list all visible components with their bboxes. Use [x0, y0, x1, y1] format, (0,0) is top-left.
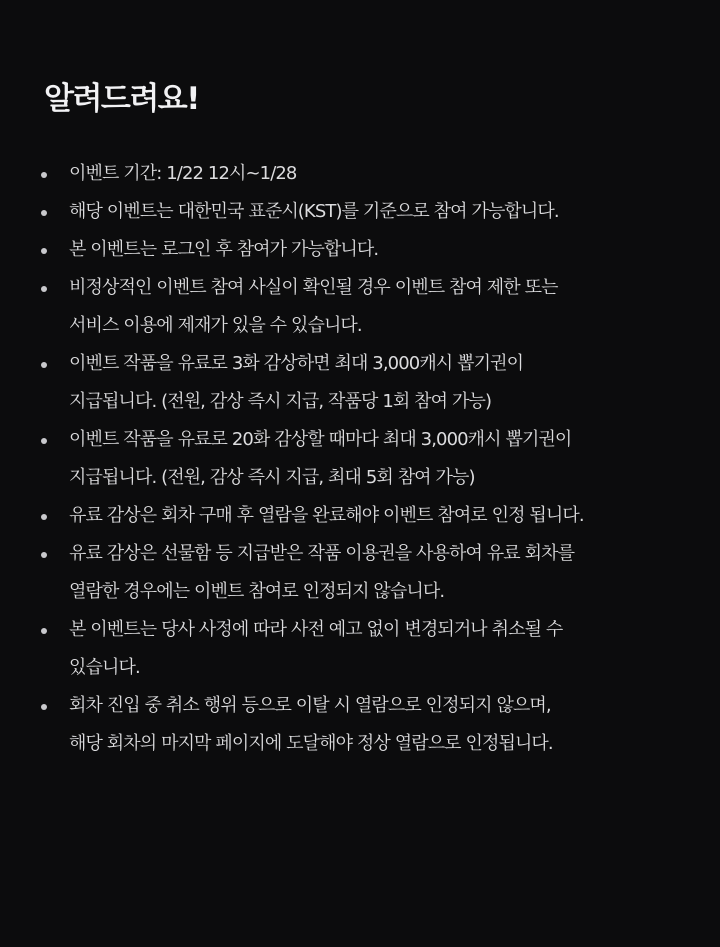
notice-item-text: 해당 회차의 마지막 페이지에 도달해야 정상 열람으로 인정됩니다. [69, 733, 553, 754]
notice-item-text: 본 이벤트는 로그인 후 참여가 가능합니다. [69, 239, 379, 260]
notice-item-text: 유료 감상은 선물함 등 지급받은 작품 이용권을 사용하여 유료 회차를 [69, 543, 575, 564]
notice-item-text: 있습니다. [69, 657, 140, 678]
notice-list [0, 155, 720, 763]
notice-item-text: 해당 이벤트는 대한민국 표준시(KST)를 기준으로 참여 가능합니다. [69, 201, 559, 222]
notice-item-text: 이벤트 작품을 유료로 20화 감상할 때마다 최대 3,000캐시 뽑기권이 [69, 429, 572, 450]
notice-item-text: 서비스 이용에 제재가 있을 수 있습니다. [69, 315, 362, 336]
notice-item-last-page [0, 687, 720, 763]
notice-item-paid-view [0, 497, 720, 535]
bullet-dot-icon [41, 628, 47, 634]
notice-item-change [0, 611, 720, 687]
notice-item-timezone [0, 193, 720, 231]
notice-item-text: 이벤트 기간: 1/22 12시~1/28 [69, 163, 297, 184]
notice-item-text: 본 이벤트는 당사 사정에 따라 사전 예고 없이 변경되거나 취소될 수 [69, 619, 563, 640]
notice-item-text: 비정상적인 이벤트 참여 사실이 확인될 경우 이벤트 참여 제한 또는 [69, 277, 558, 298]
notice-item-reward-20 [0, 421, 720, 497]
bullet-dot-icon [41, 514, 47, 520]
bullet-dot-icon [41, 286, 47, 292]
bullet-dot-icon [41, 438, 47, 444]
notice-item-reward-3 [0, 345, 720, 421]
bullet-dot-icon [41, 362, 47, 368]
bullet-dot-icon [41, 172, 47, 178]
notice-item-text: 열람한 경우에는 이벤트 참여로 인정되지 않습니다. [69, 581, 445, 602]
notice-item-login [0, 231, 720, 269]
notice-item-gift-ticket [0, 535, 720, 611]
notice-item-text: 유료 감상은 회차 구매 후 열람을 완료해야 이벤트 참여로 인정 됩니다. [69, 505, 584, 526]
bullet-dot-icon [41, 210, 47, 216]
notice-item-text: 이벤트 작품을 유료로 3화 감상하면 최대 3,000캐시 뽑기권이 [69, 353, 524, 374]
notice-title: 알려드려요! [44, 81, 199, 117]
notice-item-text: 회차 진입 중 취소 행위 등으로 이탈 시 열람으로 인정되지 않으며, [69, 695, 551, 716]
notice-item-abuse [0, 269, 720, 345]
notice-item-text: 지급됩니다. (전원, 감상 즉시 지급, 최대 5회 참여 가능) [69, 467, 475, 488]
bullet-dot-icon [41, 704, 47, 710]
bullet-dot-icon [41, 248, 47, 254]
notice-item-period [0, 155, 720, 193]
bullet-dot-icon [41, 552, 47, 558]
notice-item-text: 지급됩니다. (전원, 감상 즉시 지급, 작품당 1회 참여 가능) [69, 391, 492, 412]
